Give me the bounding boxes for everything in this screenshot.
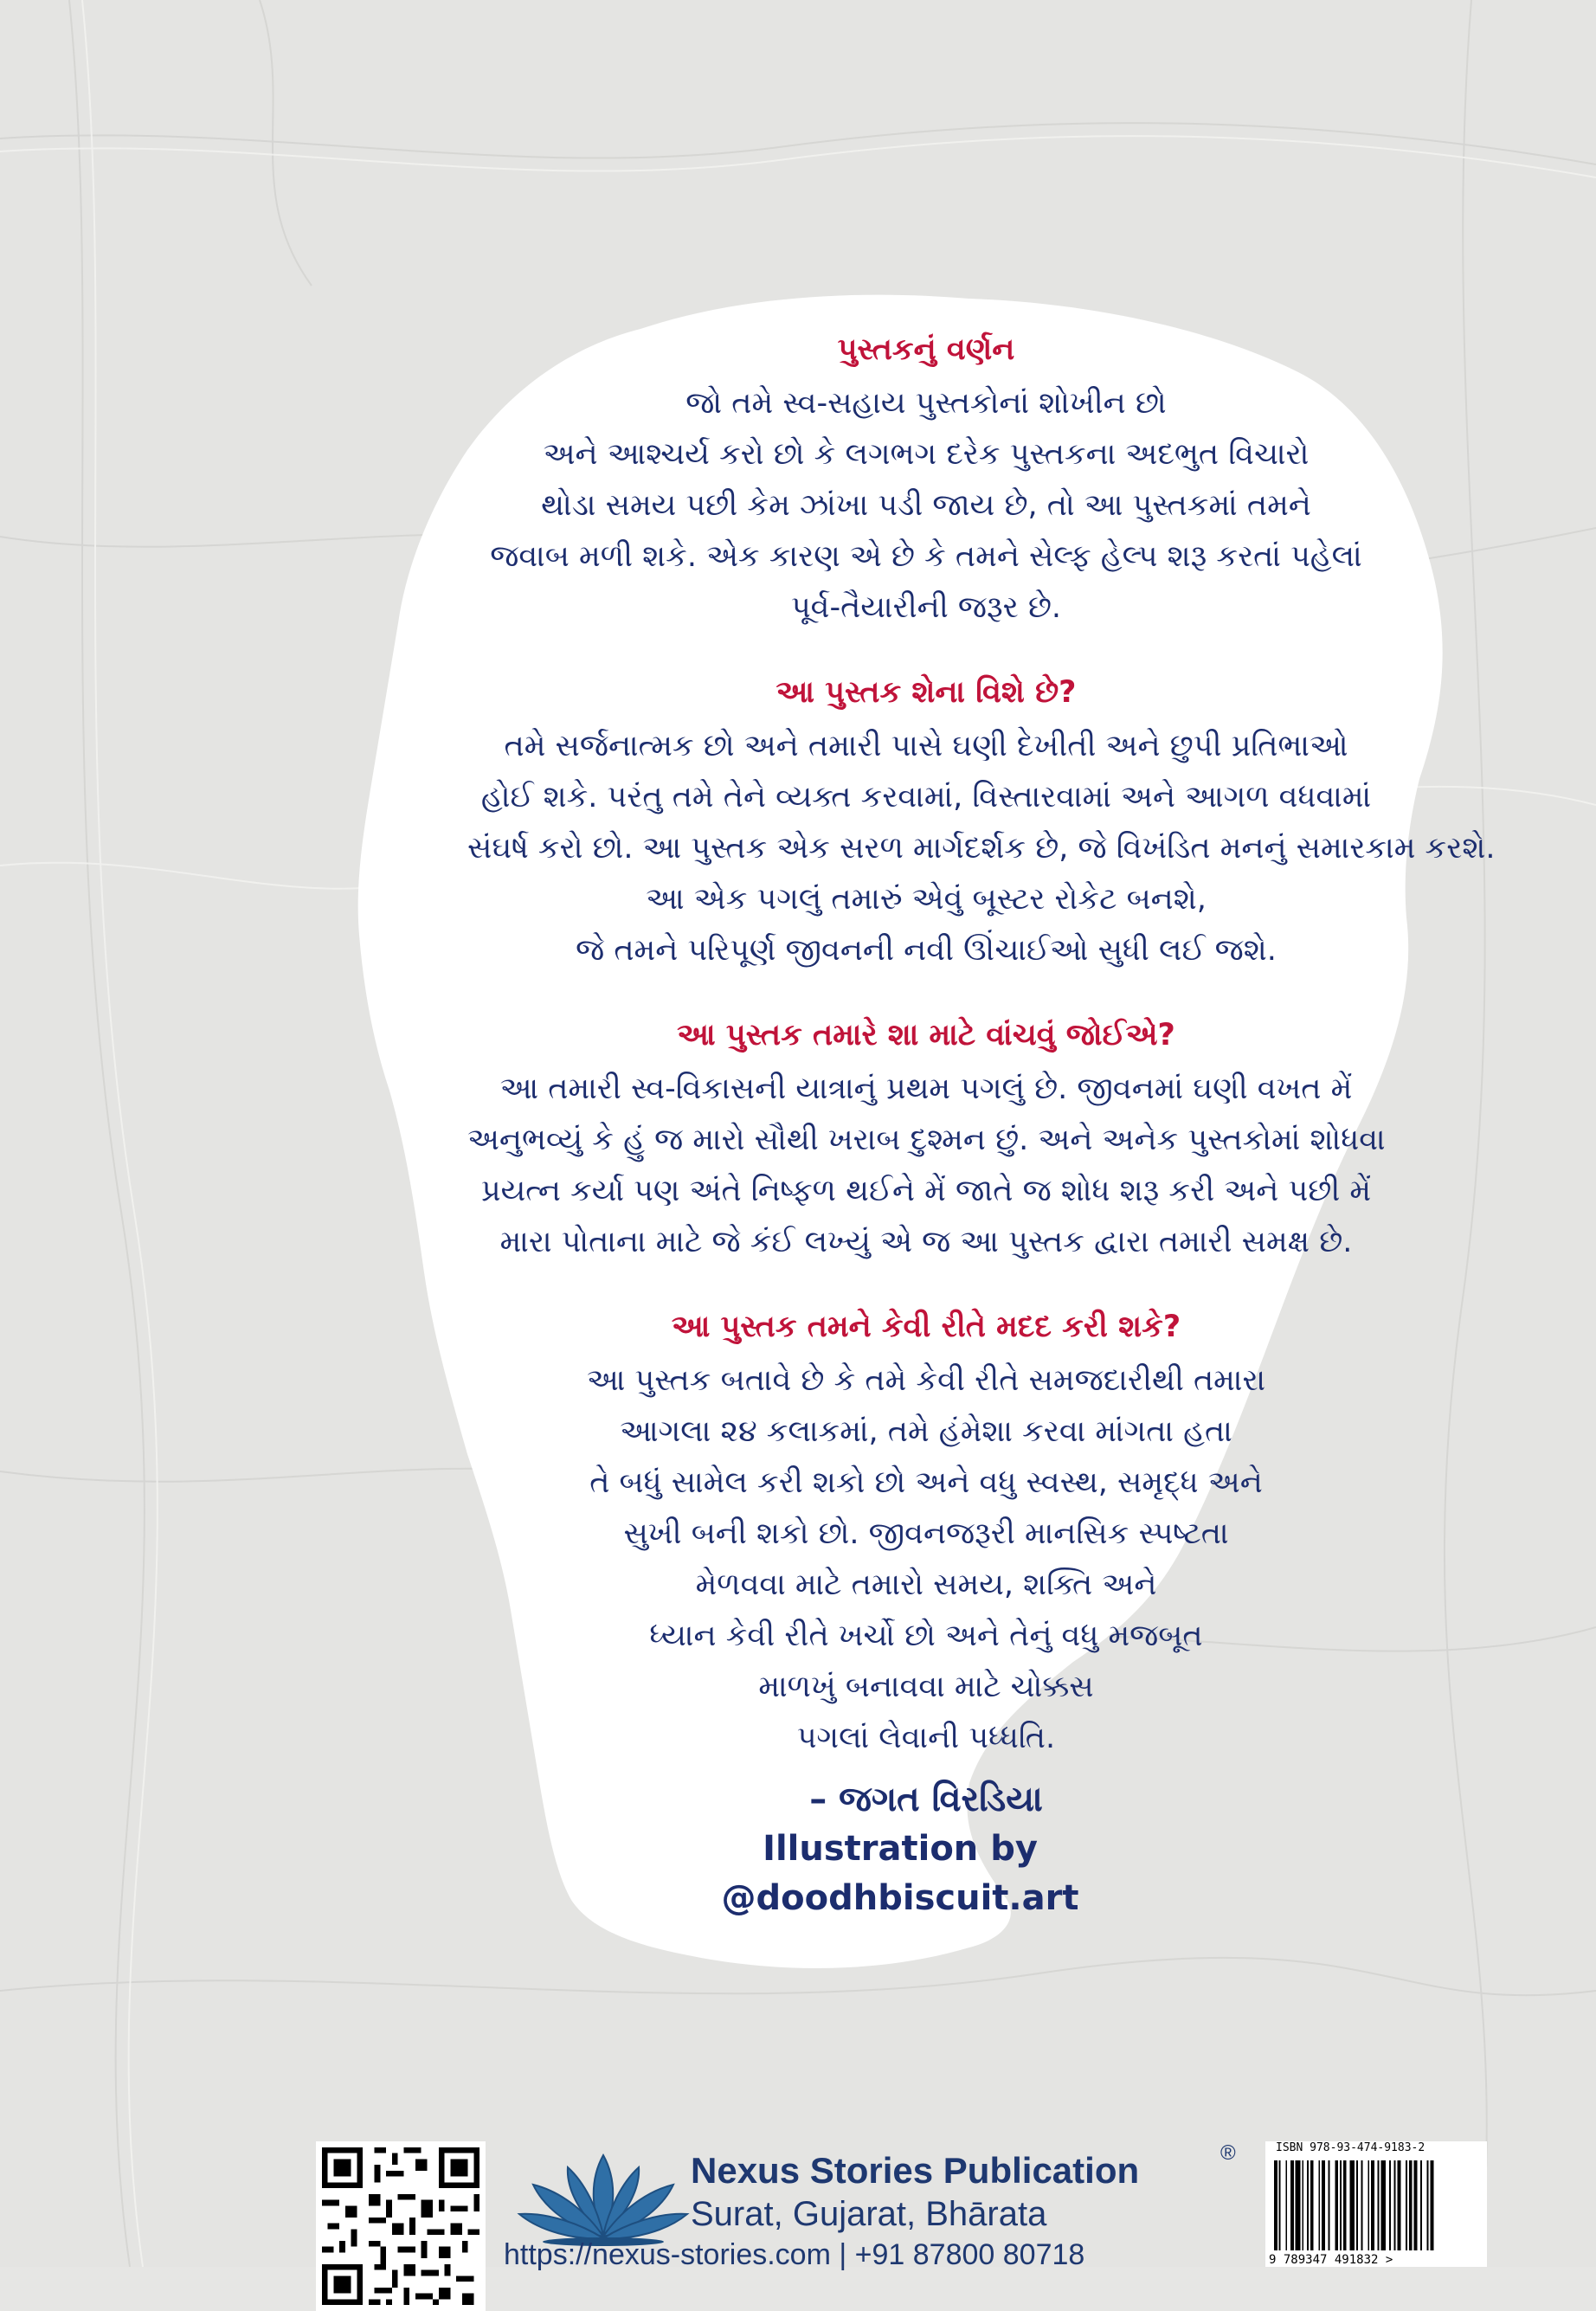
body-line: હોઈ શકે. પરંતુ તમે તેને વ્યક્ત કરવામાં, વિસ્તારવામાં અને આગળ વધવામાં <box>480 780 1372 814</box>
isbn-barcode <box>1265 2141 1487 2267</box>
lotus-icon <box>514 2148 692 2249</box>
illustration-credit <box>640 1825 1160 1923</box>
body-line: મારા પોતાના માટે જે કંઈ લખ્યું એ જ આ પુસ્તક દ્વારા તમારી સમક્ષ છે. <box>499 1225 1353 1259</box>
body-line: પગલાં લેવાની પધ્ધતિ. <box>796 1721 1056 1755</box>
body-line: મેળવવા માટે તમારો સમય, શક્તિ અને <box>695 1567 1157 1602</box>
body-line: આગલા ૨૪ કલાકમાં, તમે હંમેશા કરવા માંગતા હતા <box>620 1414 1232 1449</box>
section-heading: આ પુસ્તક શેના વિશે છે? <box>775 675 1077 710</box>
isbn-label: ISBN 978-93-474-9183-2 <box>1276 2141 1425 2154</box>
body-line: પૂર્વ-તૈયારીની જરૂર છે. <box>790 590 1062 625</box>
section-heading: આ પુસ્તક તમારે શા માટે વાંચવું જોઈએ? <box>677 1018 1175 1053</box>
body-line: તમે સર્જનાત્મક છો અને તમારી પાસે ઘણી દેખીતી અને છુપી પ્રતિભાઓ <box>504 729 1348 763</box>
body-line: સુખી બની શકો છો. જીવનજરૂરી માનસિક સ્પષ્ટતા <box>623 1516 1229 1551</box>
body-line: સંઘર્ષ કરો છો. આ પુસ્તક એક સરળ માર્ગદર્શક છે, જે વિખંડિત મનનું સમારકામ કરશે. <box>467 831 1496 866</box>
isbn-digits: 9 789347 491832 > <box>1269 2253 1393 2267</box>
section-body <box>467 378 1385 634</box>
illustration-label: Illustration by <box>763 1829 1038 1869</box>
body-line: તે બધું સામેલ કરી શકો છો અને વધુ સ્વસ્થ, સમૃદ્ધ અને <box>589 1465 1263 1500</box>
book-description <box>467 329 1496 1819</box>
body-line: જવાબ મળી શકે. એક કારણ એ છે કે તમને સેલ્ફ હેલ્પ શરૂ કરતાં પહેલાં <box>490 539 1362 574</box>
author-signature: – જગત વિરડિયા <box>809 1780 1043 1819</box>
section-book-description <box>467 329 1385 634</box>
section-body <box>467 1355 1385 1764</box>
qr-code[interactable] <box>316 2141 486 2311</box>
body-line: અનુભવ્યું કે હું જ મારો સૌથી ખરાબ દુશ્મન છું. અને અનેક પુસ્તકોમાં શોધવા <box>467 1123 1386 1157</box>
publisher-name: Nexus Stories Publication <box>691 2150 1140 2191</box>
body-line: અને આશ્ચર્ય કરો છો કે લગભગ દરેક પુસ્તકના અદભુત વિચારો <box>543 437 1310 472</box>
section-body <box>467 721 1496 976</box>
body-line: માળખું બનાવવા માટે ચોક્કસ <box>758 1670 1094 1704</box>
publisher-contact[interactable]: https://nexus-stories.com | +91 87800 80718 <box>504 2238 1085 2271</box>
body-line: આ તમારી સ્વ-વિકાસની યાત્રાનું પ્રથમ પગલું છે. જીવનમાં ઘણી વખત મેં <box>499 1072 1353 1106</box>
body-line: પ્રયત્ન કર્યા પણ અંતે નિષ્ફળ થઈને મેં જાતે જ શોધ શરૂ કરી અને પછી મેં <box>480 1174 1372 1208</box>
body-line: આ એક પગલું તમારું એવું બૂસ્ટર રોકેટ બનશે, <box>646 882 1207 917</box>
body-line: ધ્યાન કેવી રીતે ખર્ચો છો અને તેનું વધુ મજબૂત <box>649 1619 1203 1653</box>
section-heading: આ પુસ્તક તમને કેવી રીતે મદદ કરી શકે? <box>671 1310 1181 1344</box>
section-body <box>467 1064 1385 1268</box>
publisher-location: Surat, Gujarat, Bhārata <box>691 2195 1047 2233</box>
illustrator-handle: @doodhbiscuit.art <box>721 1878 1079 1918</box>
body-line: જો તમે સ્વ-સહાય પુસ્તકોનાં શોખીન છો <box>685 386 1167 421</box>
section-heading: પુસ્તકનું વર્ણન <box>837 332 1015 367</box>
registered-mark: ® <box>1220 2141 1236 2165</box>
body-line: થોડા સમય પછી કેમ ઝાંખા પડી જાય છે, તો આ પુસ્તકમાં તમને <box>541 488 1311 523</box>
section-how-help <box>467 1306 1385 1764</box>
body-line: જે તમને પરિપૂર્ણ જીવનની નવી ઊંચાઈઓ સુધી લઈ જશે. <box>576 933 1277 968</box>
section-what-about <box>467 672 1496 976</box>
section-why-read <box>467 1014 1385 1268</box>
body-line: આ પુસ્તક બતાવે છે કે તમે કેવી રીતે સમજદારીથી તમારા <box>586 1363 1266 1398</box>
